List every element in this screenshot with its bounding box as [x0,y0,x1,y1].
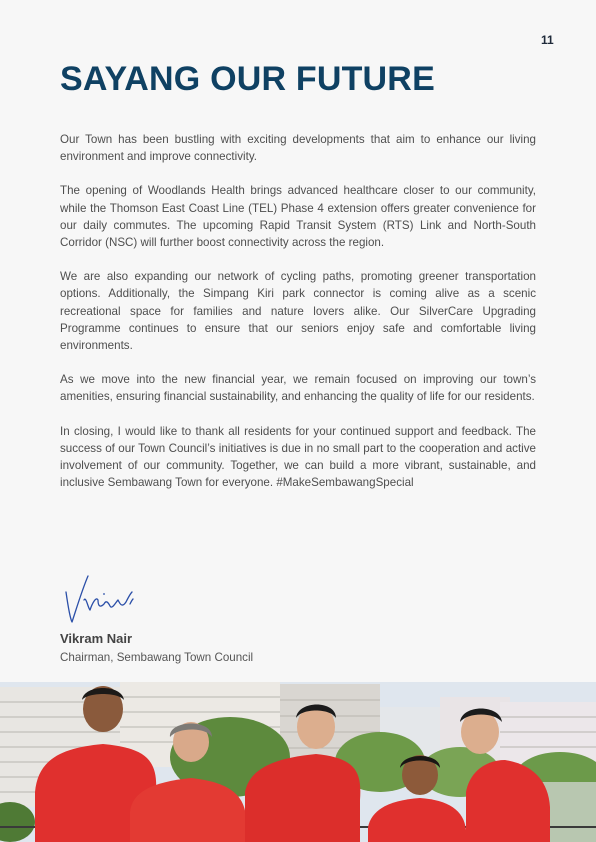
page-number: 11 [541,33,554,47]
signer-role: Chairman, Sembawang Town Council [60,651,254,664]
signer-name: Vikram Nair [60,631,133,646]
paragraph-4: As we move into the new financial year, we remain focused on improving our town’s amenities, ensuring financial sustainability, and enhancing the quality of life for our residents. [60,373,536,404]
paragraph-5: In closing, I would like to thank all residents for your continued support and feedback. The success of our Town Council’s initiatives is due in no small part to the cooperation and active involvement of our community. Together, we can build a more vibrant, sustainable, and inclusive Sembawang Town for everyone. #MakeSembawangSpecial [60,424,536,490]
message-body [60,131,536,508]
page-title: SAYANG OUR FUTURE [60,60,435,98]
handwritten-signature [60,566,140,626]
paragraph-2: The opening of Woodlands Health brings advanced healthcare closer to our community, while the Thomson East Coast Line (TEL) Phase 4 extension offers greater convenience for our daily commutes. The upcoming Rapid Transit System (RTS) Link and North-South Corridor (NSC) will further boost connectivity across the region. [60,184,536,250]
group-photo [0,682,596,842]
paragraph-3: We are also expanding our network of cycling paths, promoting greener transportation options. Additionally, the Simpang Kiri park connector is coming alive as a scenic recreational space for families and nature lovers alike. Our SilverCare Upgrading Programme continues to ensure that our seniors enjoy safe and comfortable living environments. [60,270,536,353]
paragraph-1: Our Town has been bustling with exciting developments that aim to enhance our living environment and improve connectivity. [60,133,536,164]
